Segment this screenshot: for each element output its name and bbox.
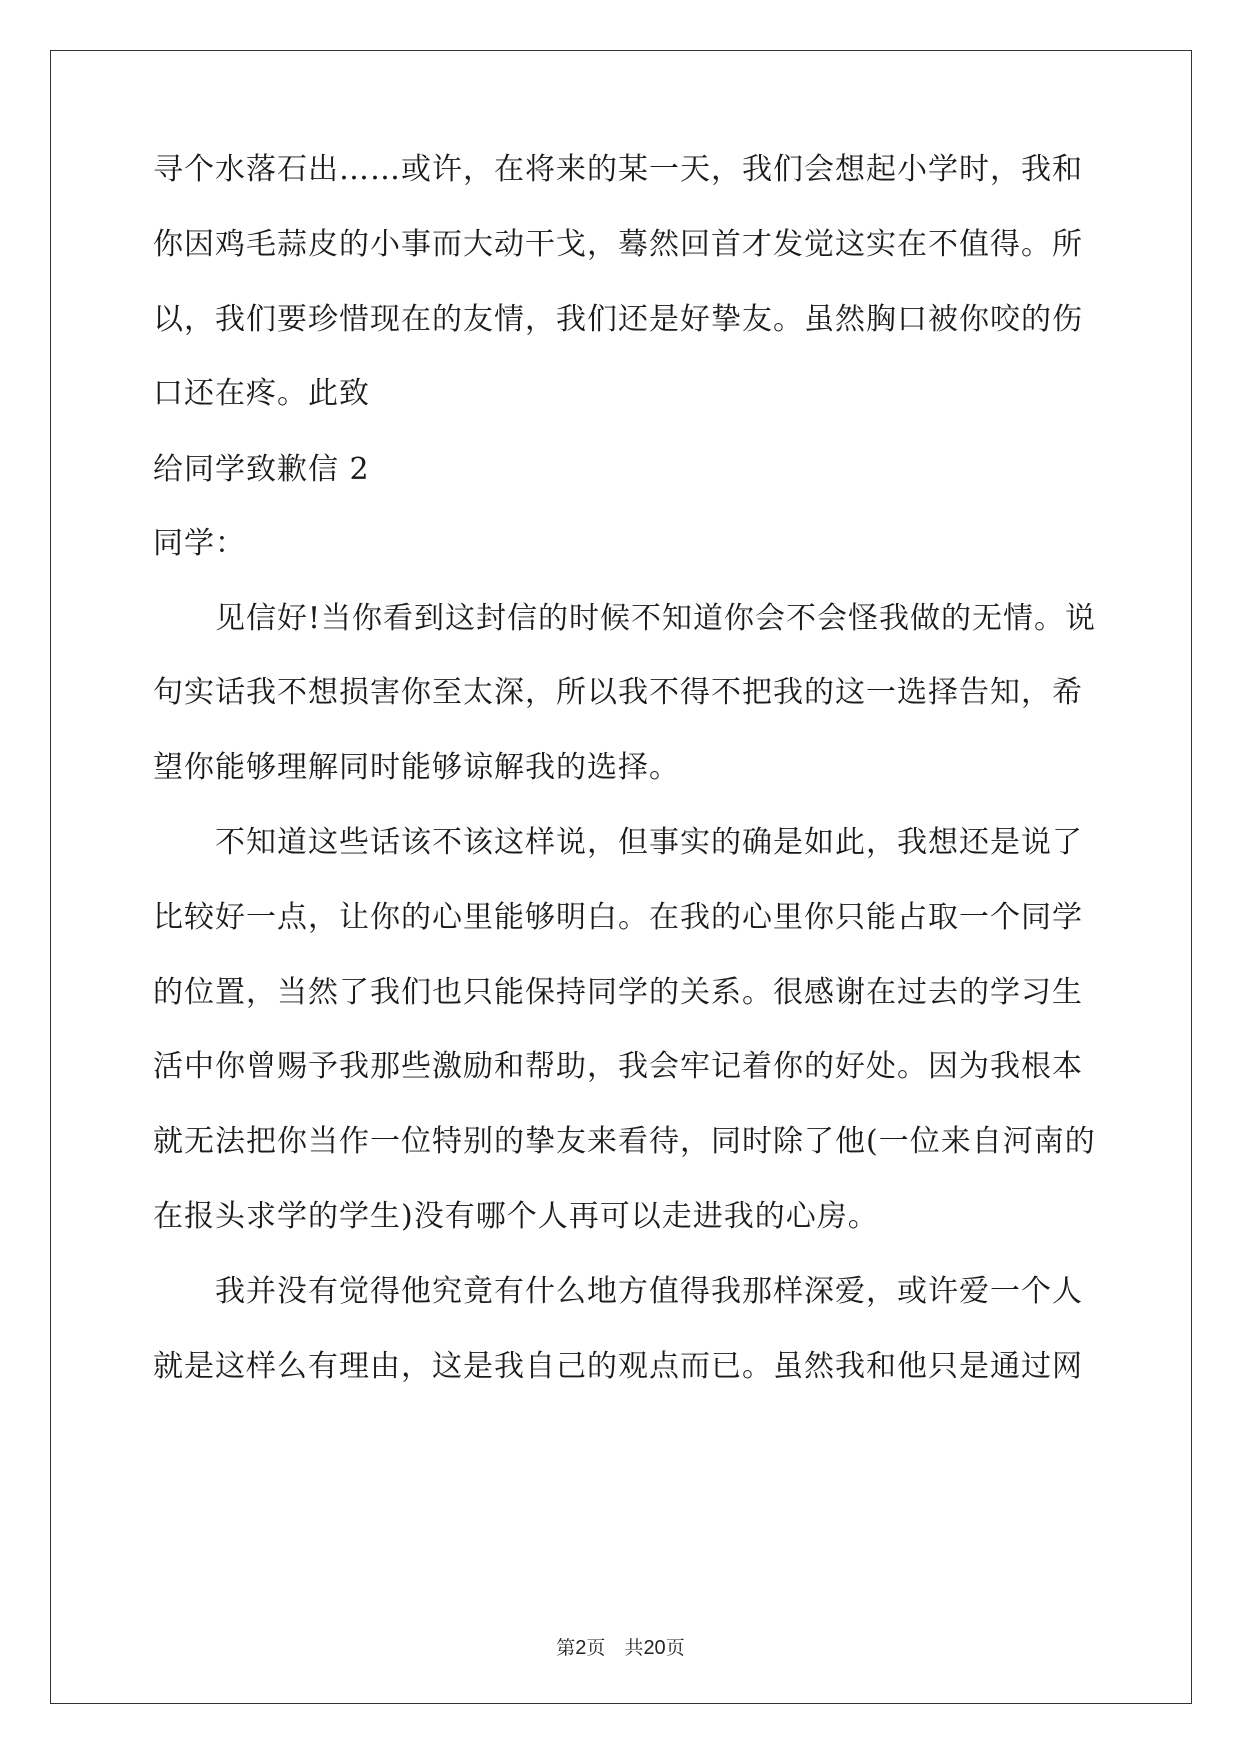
text-line: 不知道这些话该不该这样说，但事实的确是如此，我想还是说了: [215, 825, 1083, 860]
footer-prefix: 第: [556, 1637, 576, 1659]
section-heading: 给同学致歉信 2: [153, 452, 370, 487]
salutation: 同学：: [153, 526, 246, 561]
text-line: 望你能够理解同时能够谅解我的选择。: [153, 750, 680, 785]
page-border: [50, 50, 1192, 1704]
text-line: 比较好一点，让你的心里能够明白。在我的心里你只能占取一个同学: [153, 900, 1083, 935]
text-line: 在报头求学的学生)没有哪个人再可以走进我的心房。: [153, 1199, 879, 1234]
text-line: 你因鸡毛蒜皮的小事而大动干戈，蓦然回首才发觉这实在不值得。所: [153, 227, 1083, 262]
page-number-footer: [0, 1636, 1241, 1660]
footer-mid: 页 共: [586, 1637, 644, 1659]
text-line: 活中你曾赐予我那些激励和帮助，我会牢记着你的好处。因为我根本: [153, 1049, 1083, 1084]
text-line: 以，我们要珍惜现在的友情，我们还是好挚友。虽然胸口被你咬的伤: [153, 302, 1083, 337]
text-line: 口还在疼。此致: [153, 376, 370, 411]
footer-suffix: 页: [665, 1637, 685, 1659]
total-page-number: 20: [643, 1637, 666, 1659]
text-line: 就是这样么有理由，这是我自己的观点而已。虽然我和他只是通过网: [153, 1349, 1083, 1384]
current-page-number: 2: [575, 1637, 587, 1659]
text-line: 寻个水落石出……或许，在将来的某一天，我们会想起小学时，我和: [153, 152, 1083, 187]
text-line: 我并没有觉得他究竟有什么地方值得我那样深爱，或许爱一个人: [215, 1274, 1083, 1309]
text-line: 就无法把你当作一位特别的挚友来看待，同时除了他(一位来自河南的: [153, 1124, 1096, 1159]
text-line: 句实话我不想损害你至太深，所以我不得不把我的这一选择告知，希: [153, 675, 1083, 710]
text-line: 见信好!当你看到这封信的时候不知道你会不会怪我做的无情。说: [215, 601, 1097, 636]
text-line: 的位置，当然了我们也只能保持同学的关系。很感谢在过去的学习生: [153, 975, 1083, 1010]
